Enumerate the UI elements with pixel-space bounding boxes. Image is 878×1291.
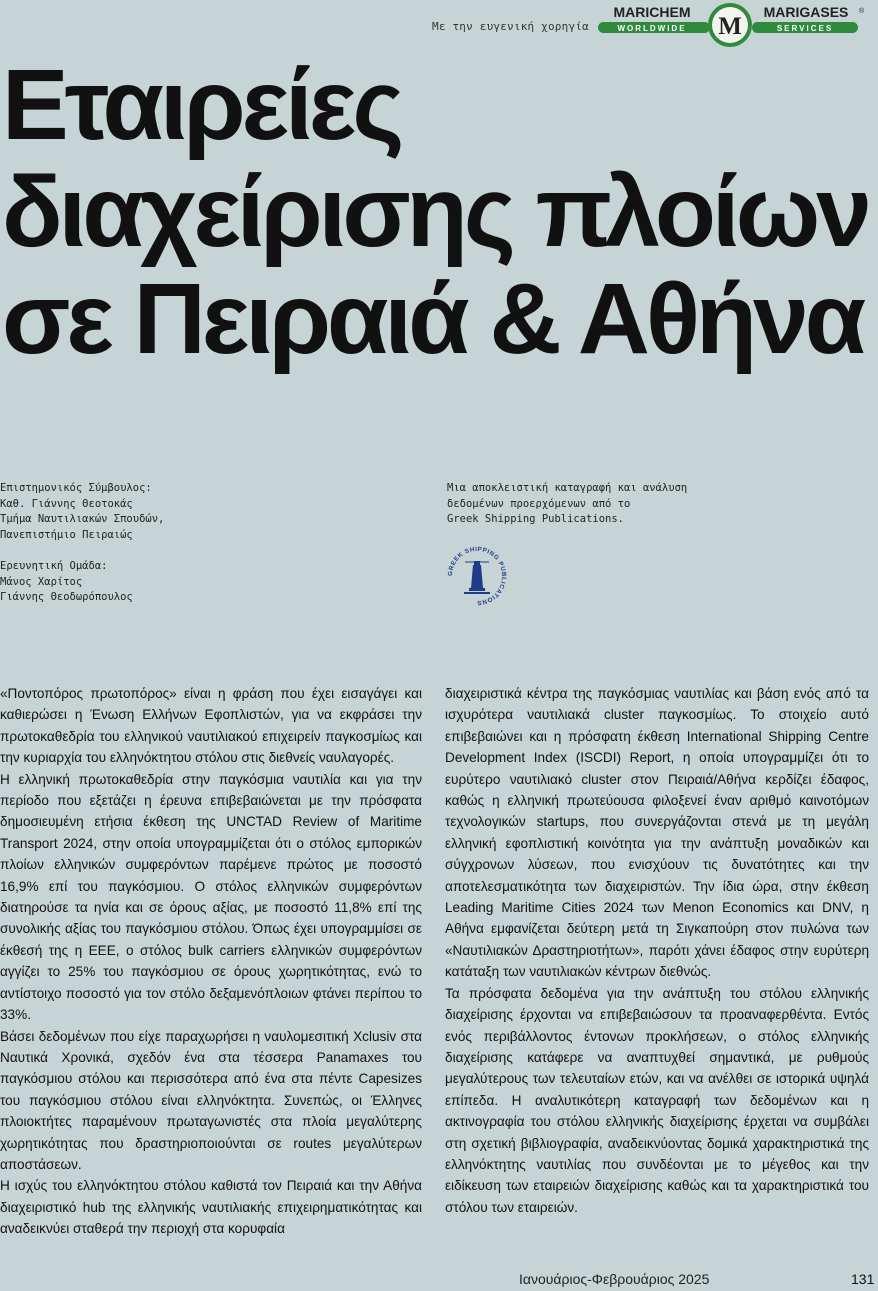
advisor-name: Καθ. Γιάννης Θεοτοκάς bbox=[0, 497, 133, 510]
title-line-2: διαχείρισης πλοίων bbox=[2, 156, 868, 268]
advisor-department: Τμήμα Ναυτιλιακών Σπουδών, bbox=[0, 513, 165, 525]
logo-monogram: M bbox=[718, 13, 742, 40]
greek-shipping-publications-logo bbox=[442, 546, 512, 606]
description-line: δεδομένων προερχόμενων από το bbox=[447, 497, 631, 510]
paragraph: Βάσει δεδομένων που είχε παραχωρήσει η ναυλομεσιτική Xclusiv στα Ναυτικά Χρονικά, σχεδόν ένα στα τέσσερα Panamaxes του παγκόσμιου στόλου και περισσότερα από ένα στα πέντε Capesizes του παγκόσμιου στόλου είναι ελληνόκτητα. Συνεπώς, οι Έλληνες πλοιοκτήτες παραμένουν πρωταγωνιστές στα πλοία μεγαλύτερης χωρητικότητας που δραστηριοποιούνται σε routes μεγαλύτερων αποστάσεων. bbox=[0, 1028, 422, 1172]
paragraph: Τα πρόσφατα δεδομένα για την ανάπτυξη του στόλου ελληνικής διαχείρισης έρχονται να επιβεβαιώσουν τα προαναφερθέντα. Εντός ενός περιβάλλοντος έντονων προκλήσεων, ο στόλος ελληνικής διαχείρισης κατάφερε να αναπτυχθεί σημαντικά, με ρυθμούς μεγαλύτερους των τελευταίων ετών, και να ανέλθει σε ιστορικά υψηλά επίπεδα. Η αναλυτικότερη καταγραφή των δεδομένων και η ακτινογραφία του στόλου ελληνικής διαχείρισης έρχεται να συμβάλει στη σχετική βιβλιογραφία, αναδεικνύοντας δομικά χαρακτηριστικά της ελληνόκτητης ναυτιλίας που συνδέονται με το μέγεθος και την ειδίκευση των εταιρειών διαχείρισης καθώς και τα χαρακτηριστικά του στόλου των εταιρειών. bbox=[445, 985, 869, 1215]
paragraph: Η ελληνική πρωτοκαθεδρία στην παγκόσμια ναυτιλία και για την περίοδο που εξετάζει η έρευνα επιβεβαιώνεται με την πρόσφατα δημοσιευμένη ετήσια έκθεση της UNCTAD Review of Maritime Transport 2024, στην οποία υπογραμμίζεται ότι ο στόλος εμπορικών πλοίων ελληνικών συμφερόντων παρέμενε πρώτος με ποσοστό 16,9% επί του παγκόσμιου. Ο στόλος ελληνικών συμφερόντων διατηρούσε τα ηνία και σε όρους αξίας, με ποσοστό 11,8% επί της συνολικής αξίας του παγκόσμιου στόλου. Όπως έχει υπογραμμίσει σε έκθεσή της η ΕΕΕ, ο στόλος bulk carriers ελληνικών συμφερόντων αγγίζει το 25% του παγκόσμιου σε όρους χωρητικότητας, ενώ το αντίστοιχο ποσοστό για τον στόλο δεξαμενόπλοιων φτάνει περίπου το 33%. bbox=[0, 771, 422, 1023]
team-member: Μάνος Χαρίτος bbox=[0, 575, 83, 588]
sponsor-caption: Με την ευγενική χορηγία bbox=[432, 20, 589, 33]
svg-text:GREEK SHIPPING PUBLICATIONS: GREEK SHIPPING PUBLICATIONS bbox=[446, 546, 508, 606]
title-line-1: Εταιρείες bbox=[2, 49, 401, 161]
team-member: Γιάννης Θεοδωρόπουλος bbox=[0, 591, 133, 603]
article-column-left bbox=[0, 683, 422, 1240]
paragraph: Η ισχύς του ελληνόκτητου στόλου καθιστά τον Πειραιά και την Αθήνα διαχειριστικό hub της ελληνικής ναυτιλιακής επιχειρηματικότητας και αναδεικνύει σταθερά την περιοχή στα κορυφαία bbox=[0, 1178, 422, 1237]
credits-block bbox=[0, 481, 164, 606]
marichem-marigases-logo bbox=[596, 1, 864, 47]
page-number: 131 bbox=[851, 1271, 875, 1287]
title-line-3: σε Πειραιά & Αθήνα bbox=[2, 263, 863, 375]
paragraph: «Ποντοπόρος πρωτοπόρος» είναι η φράση που έχει εισαγάγει και καθιερώσει η Ένωση Ελλήνων Εφοπλιστών, για να εκφράσει την πρωτοκαθεδρία του ελληνικού ναυτιλιακού επιχειρείν παγκοσμίως και την κυριαρχία του ελληνόκτητου στόλου στις διεθνείς ναυλαγορές. bbox=[0, 686, 422, 766]
page-title bbox=[2, 49, 868, 375]
logo-right-text: MARIGASES bbox=[763, 4, 849, 20]
advisor-label: Επιστημονικός Σύμβουλος: bbox=[0, 482, 152, 494]
registered-mark: ® bbox=[859, 8, 864, 15]
article-column-right bbox=[445, 683, 869, 1218]
issue-date: Ιανουάριος-Φεβρουάριος 2025 bbox=[519, 1271, 710, 1287]
description-line: Μια αποκλειστική καταγραφή και ανάλυση bbox=[447, 482, 688, 494]
lighthouse-icon bbox=[464, 561, 490, 594]
description-line: Greek Shipping Publications. bbox=[447, 513, 625, 525]
paragraph: διαχειριστικά κέντρα της παγκόσμιας ναυτιλίας και βάση ενός από τα ισχυρότερα ναυτιλιακά cluster παγκοσμίως. Το στοιχείο αυτό επιβεβαιώνει και η πρόσφατη έκθεση International Shipping Centre Development Index (ISCDI) Report, η οποία υπογραμμίζει ότι το ευρύτερο ναυτιλιακό cluster στον Πειραιά/Αθήνα κερδίζει έδαφος, καθώς η ελληνική πρωτεύουσα φιλοξενεί έναν αριθμό καινοτόμων τεχνολογικών startups, που συνεργάζονται στενά με τη μεγάλη ελληνική εφοπλιστική κοινότητα για την ανάπτυξη μοναδικών και σύγχρονων λύσεων, που ενισχύουν τις δυνατότητες και την αποτελεσματικότητα των διαχειριστών. Την ίδια ώρα, στην έκθεση Leading Maritime Cities 2024 των Menon Economics και DNV, η Αθήνα εμφανίζεται δεύτερη μετά τη Σιγκαπούρη στον πυλώνα των «Ναυτιλιακών Δραστηριοτήτων», παρότι χάνει έδαφος στην ευρύτερη κατάταξη των ναυτιλιακών κέντρων διεθνώς. bbox=[445, 686, 869, 980]
team-label: Ερευνητική Ομάδα: bbox=[0, 560, 108, 572]
description-block bbox=[447, 481, 687, 528]
advisor-university: Πανεπιστήμιο Πειραιώς bbox=[0, 528, 133, 541]
logo-right-sub: SERVICES bbox=[776, 24, 834, 33]
logo-left-text: MARICHEM bbox=[613, 4, 691, 20]
logo-left-sub: WORLDWIDE bbox=[617, 24, 687, 33]
